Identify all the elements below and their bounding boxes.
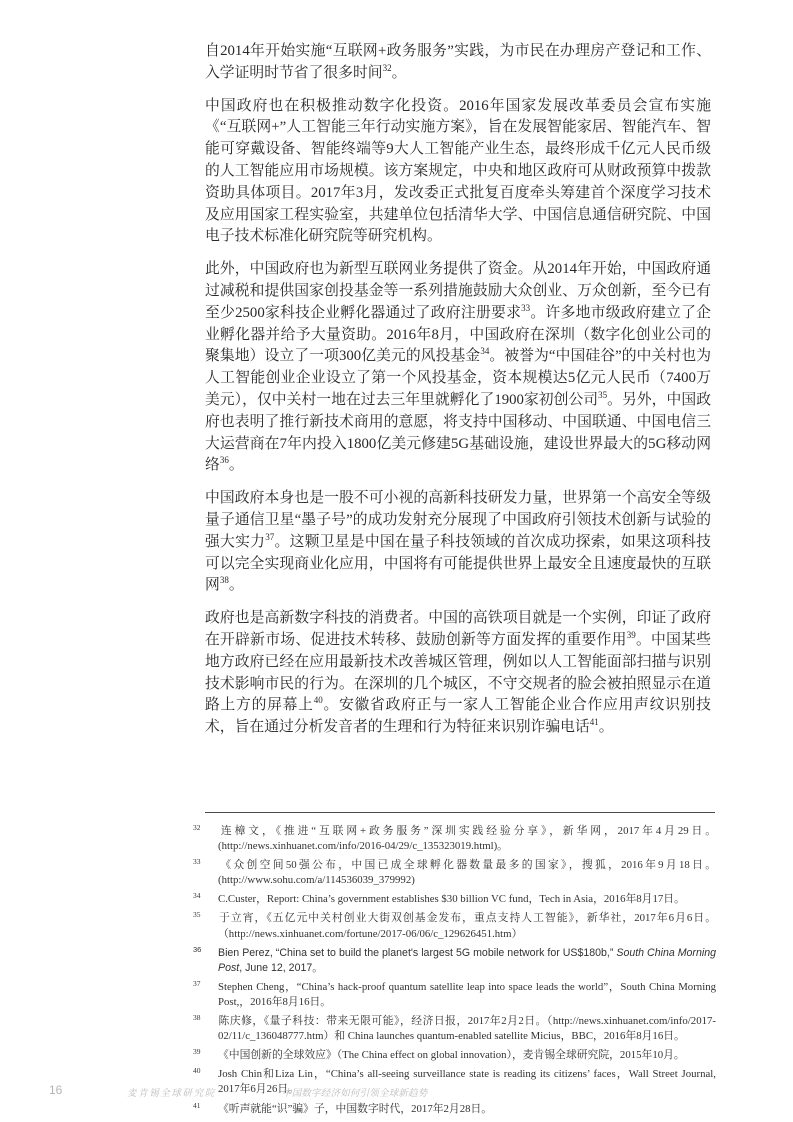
paragraph <box>205 259 711 477</box>
footer-institution: 麦肯锡全球研究院 <box>127 1089 216 1099</box>
footnote-ref: 37 <box>265 531 275 542</box>
footnote-text: , June 12, 2017。 <box>239 961 323 974</box>
paragraph-text: 自2014年开始实施“互联网+政务服务”实践，为市民在办理房产登记和工作、入学证明时节省了很多时间 <box>205 43 711 81</box>
paragraph-text: 。另外，中国政府也表明了推行新技术商用的意愿，将支持中国移动、中国联通、中国电信三大运营商在7年内投入1800亿美元修建5G基础设施，建设世界最大的5G移动网络 <box>205 391 711 474</box>
footnote-number: 33 <box>193 857 201 867</box>
paragraph <box>205 96 711 249</box>
footnote <box>192 820 716 854</box>
paragraph-text: 。被誉为“中国硅谷”的中关村也为人工智能创业企业设立了第一个风投基金，资本规模达5亿元人民币（7400万美元），仅中关村一地在过去三年里就孵化了1900家初创公司 <box>205 348 711 408</box>
footnote-number: 36 <box>193 944 202 954</box>
footnote <box>192 976 716 1010</box>
page-number: 16 <box>49 1083 63 1097</box>
footnote-text: Josh Chin和Liza Lin，“China’s all-seeing surveillance state is reading its citizens’ faces，Wall Street Journal, 2017年6月26日。 <box>218 1068 716 1096</box>
footnote-number: 41 <box>193 1100 201 1110</box>
footnote <box>192 1063 716 1097</box>
footnote-number: 38 <box>193 1013 201 1023</box>
footnote-number: 34 <box>193 891 201 901</box>
paragraph <box>205 41 711 85</box>
footnote-separator <box>205 812 715 813</box>
footnote-text: 陈庆修，《量子科技：带来无限可能》，经济日报，2017年2月2日。（http://news.xinhuanet.com/info/2017-02/11/c_136048777.htm）和 China launches quantum-enabled satellite Micius，BBC，2016年8月16日。 <box>218 1015 716 1043</box>
paragraph-text: 中国政府本身也是一股不可小视的高新科技研发力量，世界第一个高安全等级量子通信卫星“墨子号”的成功发射充分展现了中国政府引领技术创新与试验的强大实力 <box>205 490 711 550</box>
footnote-number: 39 <box>193 1047 201 1057</box>
footnote-ref: 36 <box>219 455 229 466</box>
footnote-ref: 32 <box>382 62 392 73</box>
paragraph <box>205 488 711 597</box>
footnotes <box>192 820 716 1117</box>
footnote <box>192 888 716 907</box>
footnote <box>192 1044 716 1063</box>
footnote-text: South China Morning Post <box>218 946 716 974</box>
footer-report-title: 中国数字经济如何引领全球新趋势 <box>282 1089 428 1099</box>
footnote-ref: 40 <box>313 695 323 706</box>
footnote-text: 于立宵，《五亿元中关村创业大街双创基金发布，重点支持人工智能》，新华社，2017年6月6日。（http://news.xinhuanet.com/fortune/2017-06/06/c_129626451.htm） <box>218 912 716 940</box>
footnote-ref: 35 <box>598 390 608 401</box>
footnote-text: 连樟文，《推进“互联网+政务服务”深圳实践经验分享》，新华网，2017年4月29日。(http://news.xinhuanet.com/info/2016-04/29/c_135323019.html)。 <box>218 825 716 853</box>
paragraph-text: 。安徽省政府正与一家人工智能企业合作应用声纹识别技术，旨在通过分析发音者的生理和行为特征来识别诈骗电话 <box>205 697 711 736</box>
footnote <box>192 854 716 888</box>
paragraph-text: 。这颗卫星是中国在量子科技领域的首次成功探索，如果这项科技可以完全实现商业化应用，中国将有可能提供世界上最安全且速度最快的互联网 <box>205 533 711 594</box>
footnote-number: 40 <box>193 1066 201 1076</box>
footnote-text: Stephen Cheng，“China’s hack-proof quantum satellite leap into space leads the world”，South China Morning Post,，2016年8月16日。 <box>218 980 716 1008</box>
footnote-text: 《众创空间50强公布，中国已成全球孵化器数量最多的国家》，搜狐，2016年9月18日。(http://www.sohu.com/a/114536039_379992) <box>218 859 716 887</box>
footnote <box>192 1098 716 1117</box>
footnote-text: 《听声就能“识”骗》子，中国数字时代，2017年2月28日。 <box>218 1102 493 1115</box>
paragraph-text: 此外，中国政府也为新型互联网业务提供了资金。从2014年开始，中国政府通过减税和提供国家创投基金等一系列措施鼓励大众创业、万众创新，至今已有至少2500家科技企业孵化器通过了政府注册要求 <box>205 261 711 321</box>
paragraph-text: 。 <box>228 577 244 594</box>
footnote <box>192 907 716 941</box>
footnote-number: 37 <box>193 978 201 988</box>
footnote-number: 35 <box>193 910 201 920</box>
paragraph-text: 。许多地市级政府建立了企业孵化器并给予大量资助。2016年8月，中国政府在深圳（数字化创业公司的聚集地）设立了一项300亿美元的风投基金 <box>205 304 711 365</box>
footnote-ref: 39 <box>626 630 636 640</box>
paragraph-text: 。 <box>598 719 614 736</box>
footnote <box>192 1010 716 1044</box>
paragraph <box>205 608 711 739</box>
footnote-text: 《中国创新的全球效应》（The China effect on global innovation），麦肯锡全球研究院，2015年10月。 <box>218 1049 685 1062</box>
footnote-ref: 38 <box>219 575 229 586</box>
paragraph-text: 中国政府也在积极推动数字化投资。2016年国家发展改革委员会宣布实施《“互联网+”人工智能三年行动实施方案》，旨在发展智能家居、智能汽车、智能可穿戴设备、智能终端等9大人工智能产业生态，最终形成千亿元人民币级的人工智能应用市场规模。该方案规定，中央和地区政府可从财政预算中拨款资助具体项目。2017年3月，发改委正式批复百度牵头筹建首个深度学习技术及应用国家工程实验室，共建单位包括清华大学、中国信息通信研究院、中国电子技术标准化研究院等研究机构。 <box>205 97 711 245</box>
paragraph-text: 。中国某些地方政府已经在应用最新技术改善城区管理，例如以人工智能面部扫描与识别技术影响市民的行为。在深圳的几个城区，不守交规者的脸会被拍照显示在道路上方的屏幕上 <box>205 631 711 714</box>
footnote <box>192 942 716 976</box>
footnote-number: 32 <box>193 823 201 832</box>
footnote-ref: 33 <box>521 302 531 313</box>
paragraph-text: 政府也是高新数字科技的消费者。中国的高铁项目就是一个实例，印证了政府在开辟新市场、促进技术转移、鼓励创新等方面发挥的重要作用 <box>205 610 711 648</box>
paragraph-text: 。 <box>391 64 407 81</box>
body-text <box>205 41 711 750</box>
footnote-ref: 41 <box>589 717 599 728</box>
paragraph-text: 。 <box>228 457 244 474</box>
footnote-text: C.Custer，Report: China’s government establishes $30 billion VC fund，Tech in Asia，2016年8月17日。 <box>218 893 685 906</box>
footnote-ref: 34 <box>480 346 490 357</box>
footnote-text: Bien Perez, “China set to build the planet's largest 5G mobile network for US$180b,” <box>218 946 617 959</box>
